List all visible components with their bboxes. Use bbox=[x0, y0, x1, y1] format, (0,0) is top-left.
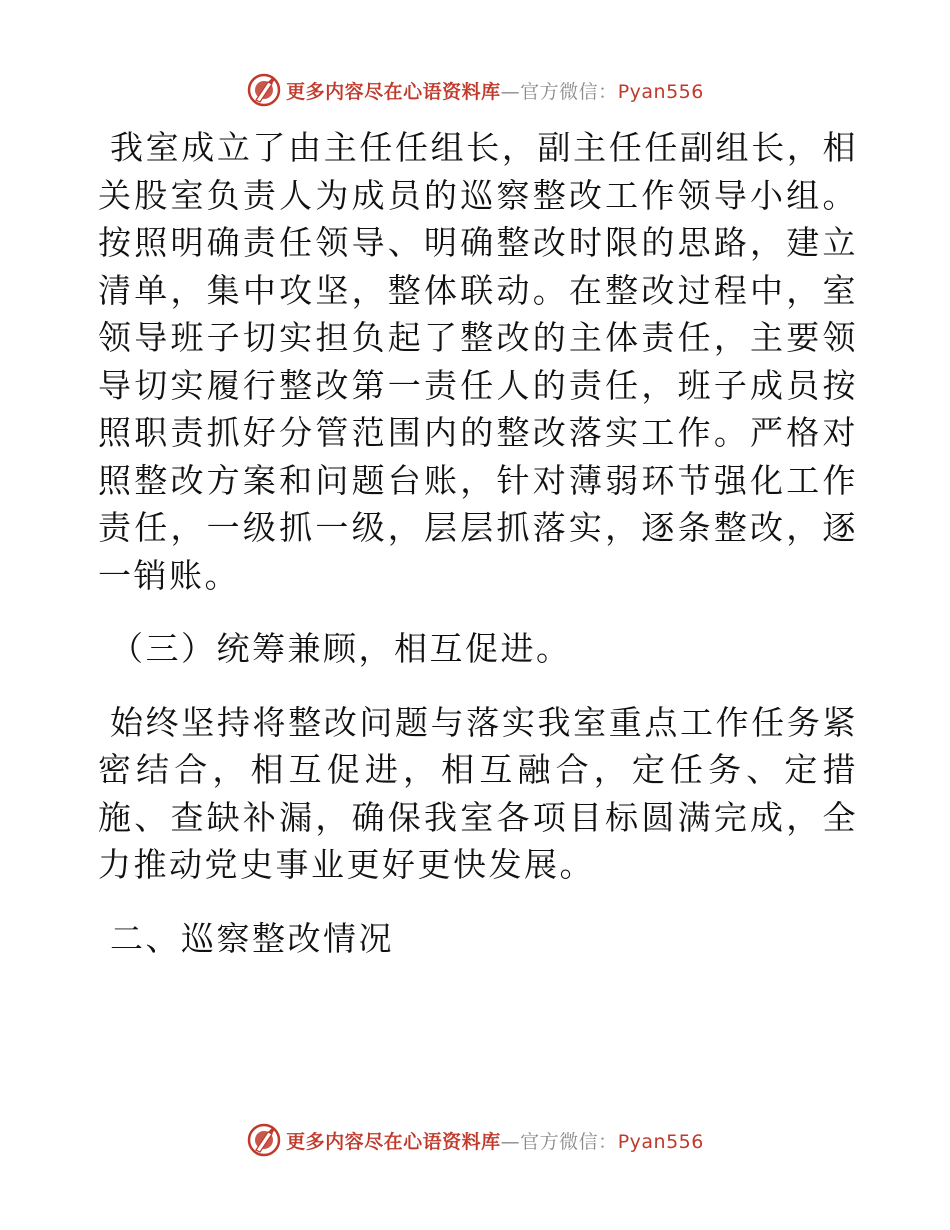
header-sub-text: 官方微信： bbox=[520, 80, 618, 103]
footer-sub-text: 官方微信： bbox=[520, 1130, 618, 1153]
footer-dash: — bbox=[500, 1130, 521, 1153]
logo-icon bbox=[246, 1122, 282, 1158]
paragraph-coordination: 始终坚持将整改问题与落实我室重点工作任务紧密结合，相互促进，相互融合，定任务、定措施、查缺补漏，确保我室各项目标圆满完成，全力推动党史事业更好更快发展。 bbox=[98, 702, 858, 884]
footer-banner bbox=[0, 1118, 950, 1162]
section-heading-3: （三）统筹兼顾，相互促进。 bbox=[110, 629, 572, 668]
header-wechat-id: Pyan556 bbox=[617, 80, 704, 103]
paragraph-leadership-group: 我室成立了由主任任组长，副主任任副组长，相关股室负责人为成员的巡察整改工作领导小组。按照明确责任领导、明确整改时限的思路，建立清单，集中攻坚，整体联动。在整改过程中，室领导班子切实担负起了整改的主体责任，主要领导切实履行整改第一责任人的责任，班子成员按照职责抓好分管范围内的整改落实工作。严格对照整改方案和问题台账，针对薄弱环节强化工作责任，一级抓一级，层层抓落实，逐条整改，逐一销账。 bbox=[98, 128, 858, 595]
header-brand-text: 更多内容尽在心语资料库 bbox=[286, 80, 501, 103]
footer-wechat-id: Pyan556 bbox=[617, 1130, 704, 1153]
header-text bbox=[286, 77, 704, 104]
document-body bbox=[98, 124, 858, 962]
header-banner bbox=[0, 68, 950, 112]
section-heading-2: 二、巡察整改情况 bbox=[110, 918, 394, 958]
footer-brand-text: 更多内容尽在心语资料库 bbox=[286, 1130, 501, 1153]
header-dash: — bbox=[500, 80, 521, 103]
footer-text bbox=[286, 1127, 704, 1154]
logo-icon bbox=[246, 72, 282, 108]
